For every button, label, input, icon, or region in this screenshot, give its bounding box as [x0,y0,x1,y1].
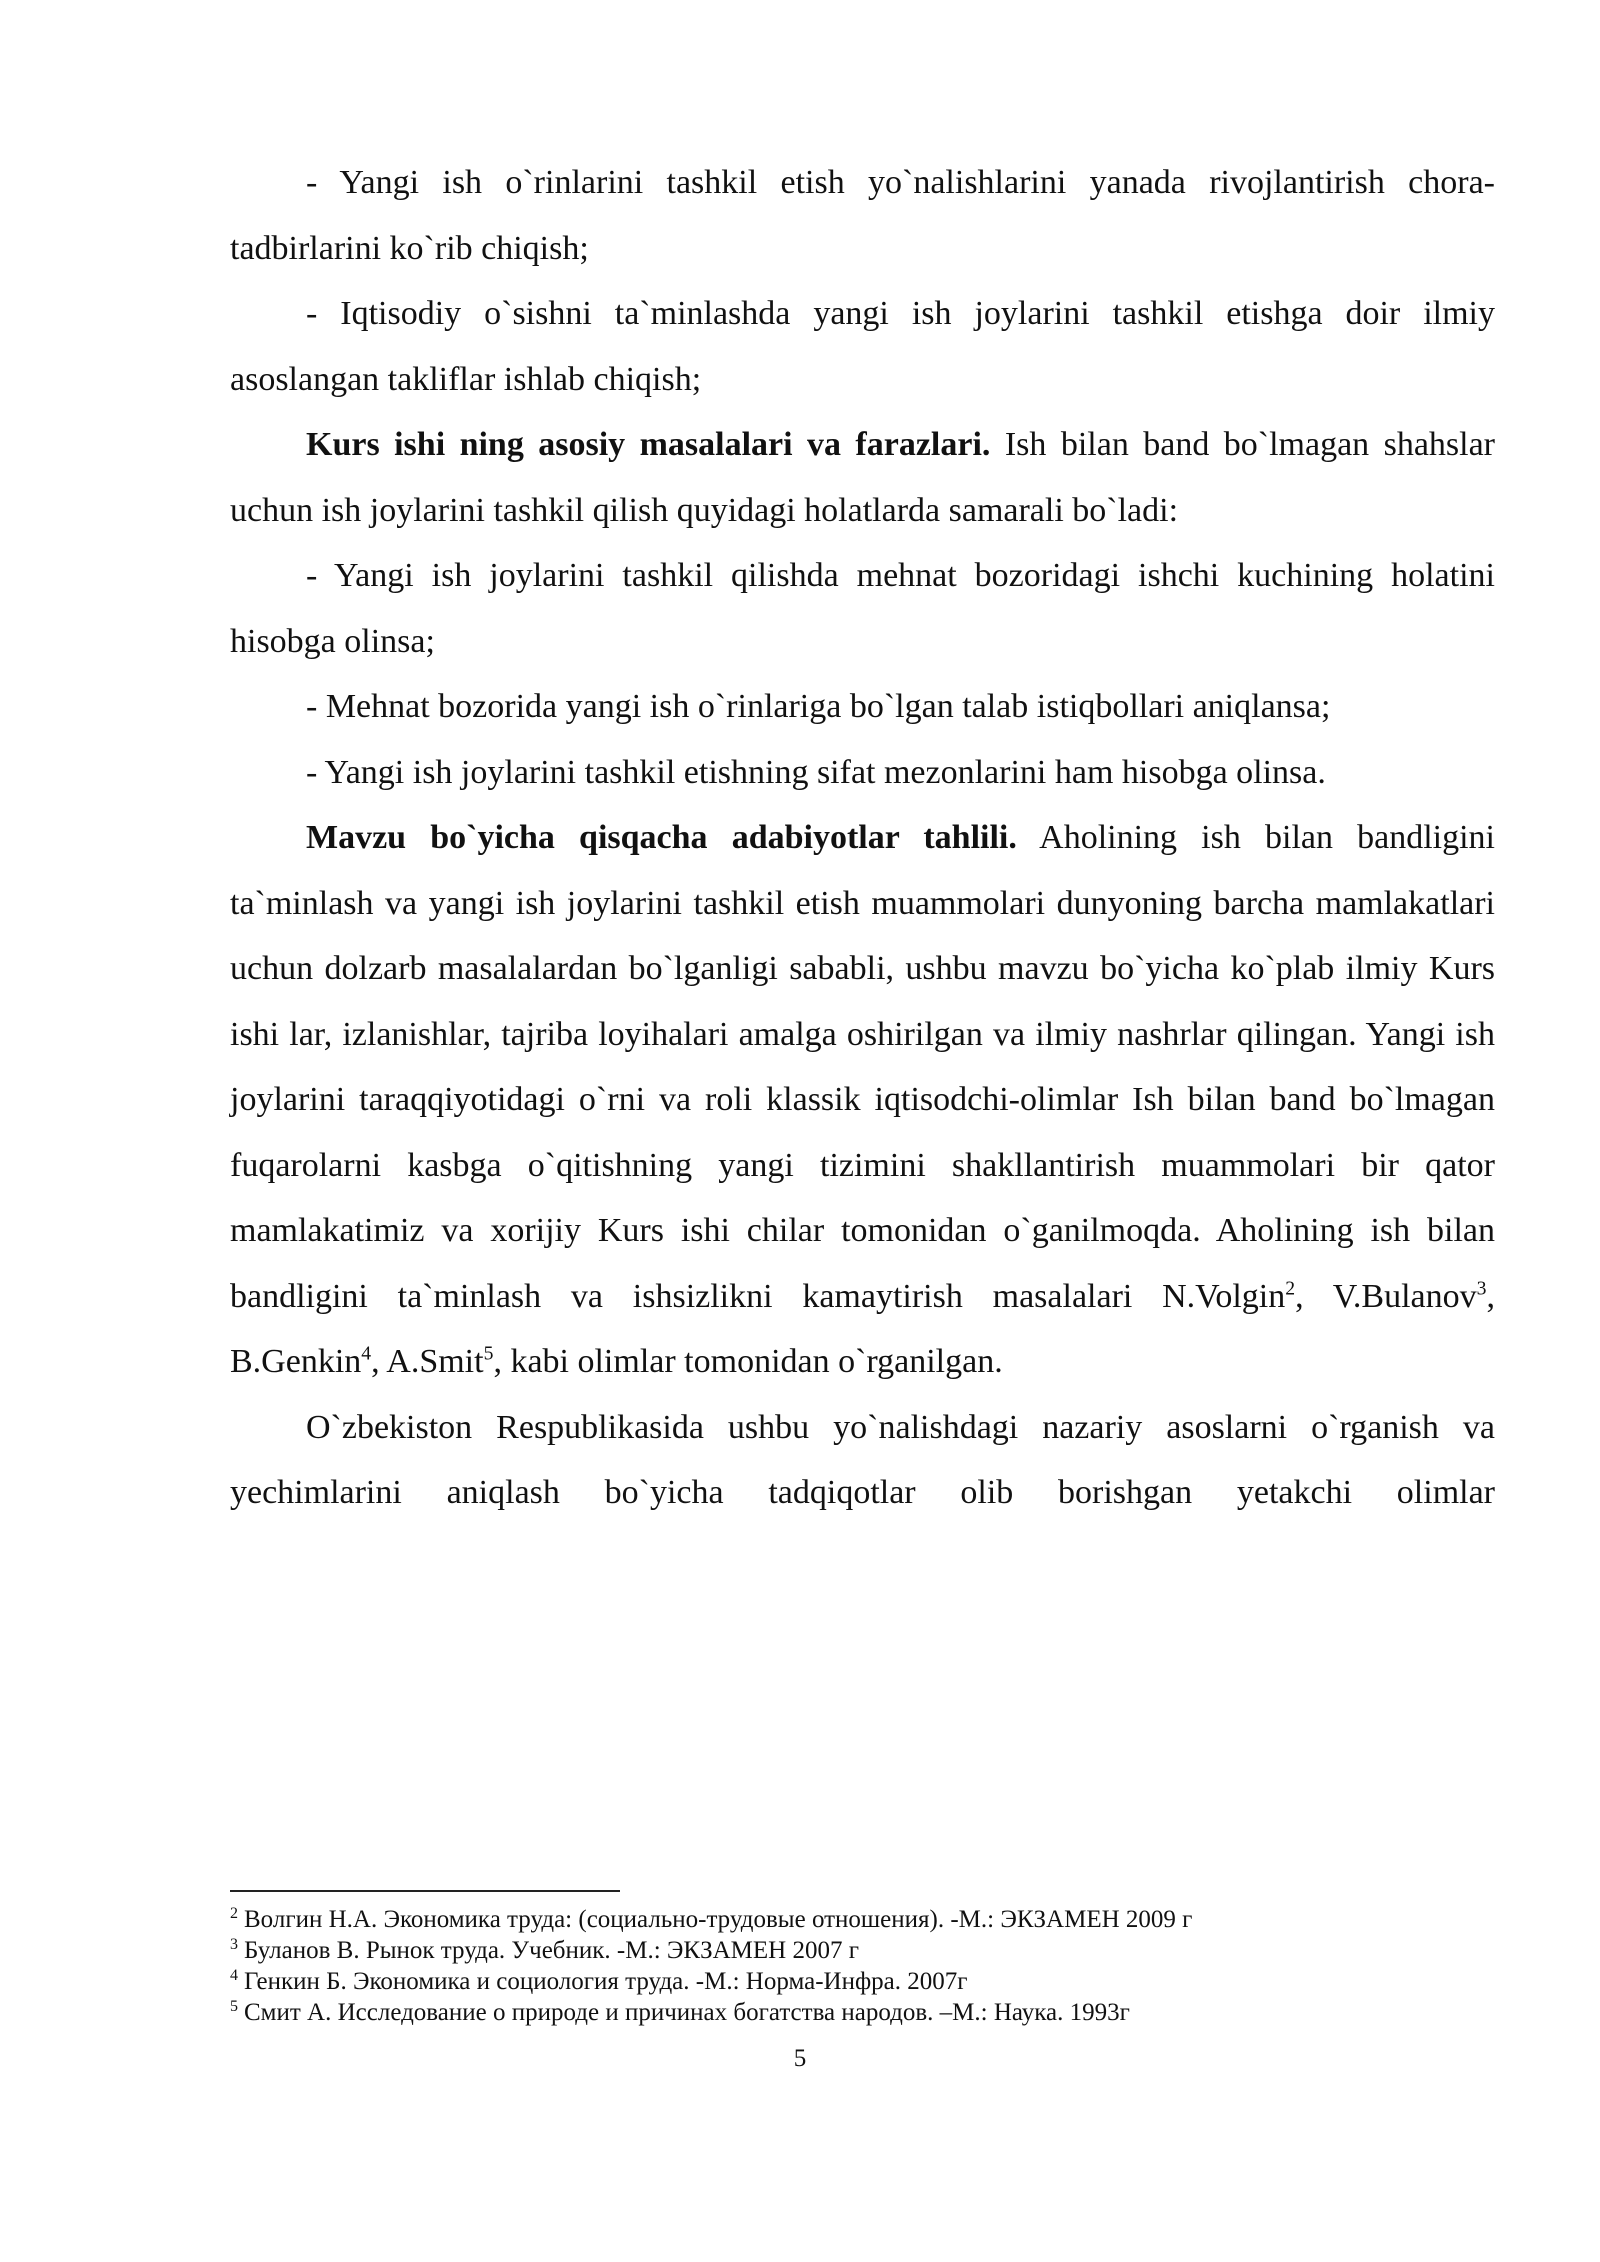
author-separator: , [1486,1277,1495,1315]
footnote-number: 3 [230,1935,238,1953]
author-name: N.Volgin [1162,1277,1286,1315]
footnotes [230,1904,1495,2028]
paragraph-2: - Iqtisodiy o`sishni ta`minlashda yangi ish joylarini tashkil etishga doir ilmiy asoslangan takliflar ishlab chiqish; [230,295,1495,398]
footnote-divider [230,1890,620,1892]
page-body [230,150,1495,1526]
footnote-number: 4 [230,1966,238,1984]
footnote-number: 5 [230,1997,238,2015]
footnote-2 [230,1904,1495,1935]
paragraph-3 [230,412,1495,543]
footnote-5 [230,1997,1495,2028]
footnote-text: Генкин Б. Экономика и социология труда. -М.: Норма-Инфра. 2007г [244,1968,968,1995]
footnote-text: Буланов В. Рынок труда. Учебник. -М.: ЭКЗАМЕН 2007 г [244,1937,859,1964]
page-number: 5 [793,2045,807,2072]
paragraph-5: - Mehnat bozorida yangi ish o`rinlariga bo`lgan talab istiqbollari aniqlansa; [306,688,1331,725]
footnote-number: 2 [230,1904,238,1922]
author-citation [386,1343,510,1380]
author-separator: , [493,1343,511,1380]
footnote-ref[interactable]: 5 [483,1342,494,1365]
paragraph-tail: kabi olimlar tomonidan o`rganilgan. [510,1343,1003,1380]
paragraph-6: - Yangi ish joylarini tashkil etishning sifat mezonlarini ham hisobga olinsa. [306,753,1326,791]
author-citation [1333,1278,1495,1315]
paragraph-text: Ish bilan band bo`lmagan shahslar uchun ish joylarini tashkil qilish quyidagi holatlarda samarali bo`ladi: [230,426,1495,529]
paragraph-1: - Yangi ish o`rinlarini tashkil etish yo`nalishlarini yanada rivojlantirish chora-tadbirlarini ko`rib chiqish; [230,164,1495,267]
paragraph-text: Aholining ish bilan bandligini ta`minlash va yangi ish joylarini tashkil etish muammolari dunyoning barcha mamlakatlari uchun dolzarb masalalardan bo`lganligi sababli, ushbu mavzu bo`yicha ko`plab ilmiy Kurs ishi lar, izlanishlar, tajriba loyihalari amalga oshirilgan va ilmiy nashrlar qilingan. Yangi ish joylarini taraqqiyotidagi o`rni va roli klassik iqtisodchi-olimlar Ish bilan band bo`lmagan fuqarolarni kasbga o`qitishning yangi tizimini shakllantirish muammolari bir qator mamlakatimiz va xorijiy Kurs ishi chilar tomonidan o`ganilmoqda. Aholining ish bilan bandligini ta`minlash va ishsizlikni kamaytirish masalalari [230,819,1495,1315]
footnote-3 [230,1935,1495,1966]
paragraph-heading: Mavzu bo`yicha qisqacha adabiyotlar tahlili. [306,819,1017,856]
author-name: A.Smit [386,1343,484,1380]
paragraph-7 [230,805,1495,1395]
author-citation [1162,1278,1333,1315]
footnote-text: Волгин Н.А. Экономика труда: (социально-трудовые отношения). -М.: ЭКЗАМЕН 2009 г [244,1906,1193,1933]
footnote-ref[interactable]: 2 [1285,1277,1296,1300]
footnote-ref[interactable]: 4 [361,1342,372,1365]
footnote-ref[interactable]: 3 [1476,1277,1487,1300]
author-citation [230,1343,386,1380]
author-name: B.Genkin [230,1343,362,1380]
footnote-text: Смит А. Исследование о природе и причинах богатства народов. –М.: Наука. 1993г [244,1999,1130,2026]
author-name: V.Bulanov [1332,1277,1477,1315]
footnote-4 [230,1966,1495,1997]
paragraph-4: - Yangi ish joylarini tashkil qilishda mehnat bozoridagi ishchi kuchining holatini hisobga olinsa; [230,557,1495,660]
paragraph-8: O`zbekiston Respublikasida ushbu yo`nalishdagi nazariy asoslarni o`rganish va yechimlarini aniqlash bo`yicha tadqiqotlar olib borishgan yetakchi olimlar [230,1408,1495,1511]
author-separator: , [371,1343,387,1380]
author-separator: , [1295,1277,1333,1315]
paragraph-heading: Kurs ishi ning asosiy masalalari va farazlari. [306,426,991,463]
